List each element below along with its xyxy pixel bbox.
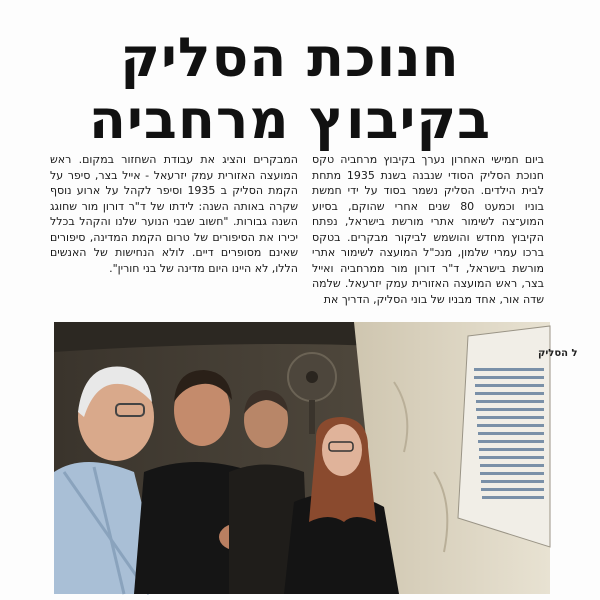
- headline: [20, 27, 560, 151]
- photo-illustration: [54, 322, 578, 594]
- headline-line-2: בקיבוץ מרחביה: [88, 88, 492, 152]
- article-column-right: [312, 152, 544, 317]
- sign-heading: ל הסליק: [538, 348, 578, 359]
- info-sign: [458, 326, 578, 547]
- article-column-left: [50, 152, 298, 322]
- article-text-left: המבקרים והציג את עבודת השחזור במקום. ראש המועצה האזורית עמק יזרעאל - אייל בצר, סיפר על הקמת הסליק ב 1935 וסיפר לקהל על ארוע נוסף שקרה באותה השנה: לידתו של ד"ר דורון מור שחוגג השנה גבורות. "חשוב שבני הנוער שלנו והקהל בכלל יכירו את הסיפורים של טרום הקמת המדינה, סיפורים שאינם מסופרים דיים. לולא הנחישות של האנשים הללו, לא היינו היום מדינה של בני חורין".: [50, 153, 298, 275]
- article-text-right: ביום חמישי האחרון נערך בקיבוץ מרחביה טקס חנוכת הסליק הסודי שנבנה בשנת 1935 מתחת לבית הילדים. הסליק נשמר בסוד על ידי חמשת בוניו וכמעט 80 שנים אחרי שהוקם, בסיוע המוע־צה לשימור אתרי מורשת בישראל, נפתח הקיבוץ מחדש והושמש לביקור מבקרים. בטקס ברכו עמרי שלמון, מנכ"ל המועצה לשימור אתרי מורשת בישראל, ד"ר דורון מור ממרחביה ואייל בצר, ראש המועצה האזורית עמק יזרעאל. שלמה שדה אור, אחד מבניו של בוני הסליק, הדריך את: [312, 153, 545, 306]
- headline-line-1: חנוכת הסליק: [120, 26, 460, 90]
- article-photo: [54, 322, 578, 594]
